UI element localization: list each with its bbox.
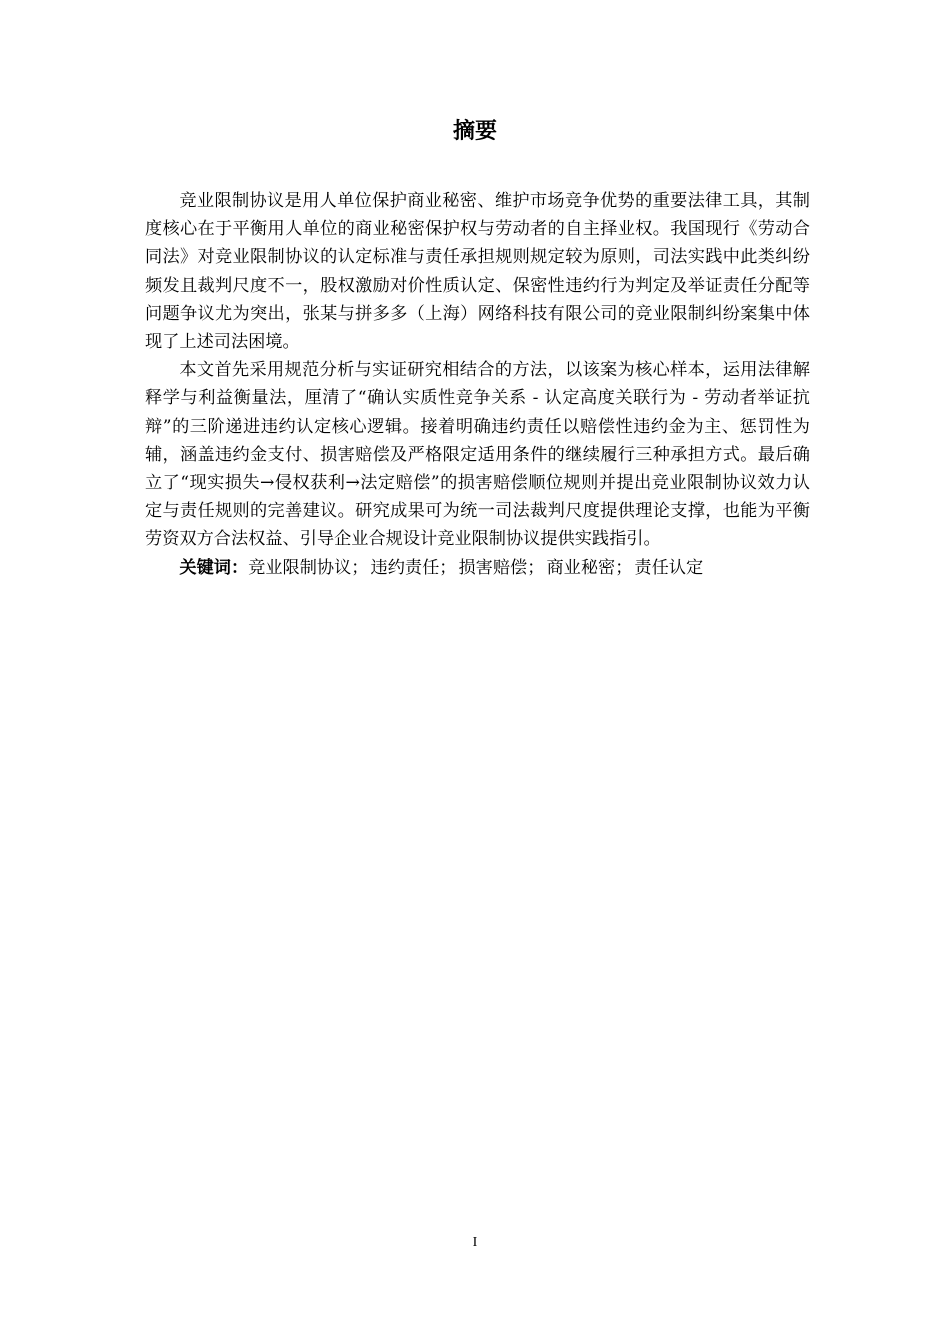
keywords-label: 关键词： [179,557,249,578]
keyword-separator: ； [351,557,369,578]
keyword-separator: ； [615,557,633,578]
abstract-paragraph-1: 竞业限制协议是用人单位保护商业秘密、维护市场竞争优势的重要法律工具，其制度核心在于平衡用人单位的商业秘密保护权与劳动者的自主择业权。我国现行《劳动合同法》对竞业限制协议的认定标准与责任承担规则规定较为原则，司法实践中此类纠纷频发且裁判尺度不一，股权激励对价性质认定、保密性违约行为判定及举证责任分配等问题争议尤为突出，张某与拼多多（上海）网络科技有限公司的竞业限制纠纷案集中体现了上述司法困境。 [145,191,810,353]
keyword-item: 责任认定 [634,557,704,578]
keyword-item: 竞业限制协议 [248,557,352,578]
keyword-item: 商业秘密 [546,557,616,578]
keyword-separator: ； [439,557,457,578]
abstract-paragraph-2: 本文首先采用规范分析与实证研究相结合的方法，以该案为核心样本，运用法律解释学与利益衡量法，厘清了“确认实质性竞争关系 - 认定高度关联行为 - 劳动者举证抗辩”的三阶递进违约认定核心逻辑。接着明确违约责任以赔偿性违约金为主、惩罚性为辅，涵盖违约金支付、损害赔偿及严格限定适用条件的继续履行三种承担方式。最后确立了“现实损失→侵权获利→法定赔偿”的损害赔偿顺位规则并提出竞业限制协议效力认定与责任规则的完善建议。研究成果可为统一司法裁判尺度提供理论支撑，也能为平衡劳资双方合法权益、引导企业合规设计竞业限制协议提供实践指引。 [145,360,810,550]
keyword-item: 违约责任 [370,557,440,578]
abstract-title: 摘要 [452,119,497,144]
page-number: I [472,1235,478,1250]
keyword-separator: ； [527,557,545,578]
keyword-item: 损害赔偿 [458,557,528,578]
abstract-body [145,187,810,582]
keywords-line [145,554,810,582]
